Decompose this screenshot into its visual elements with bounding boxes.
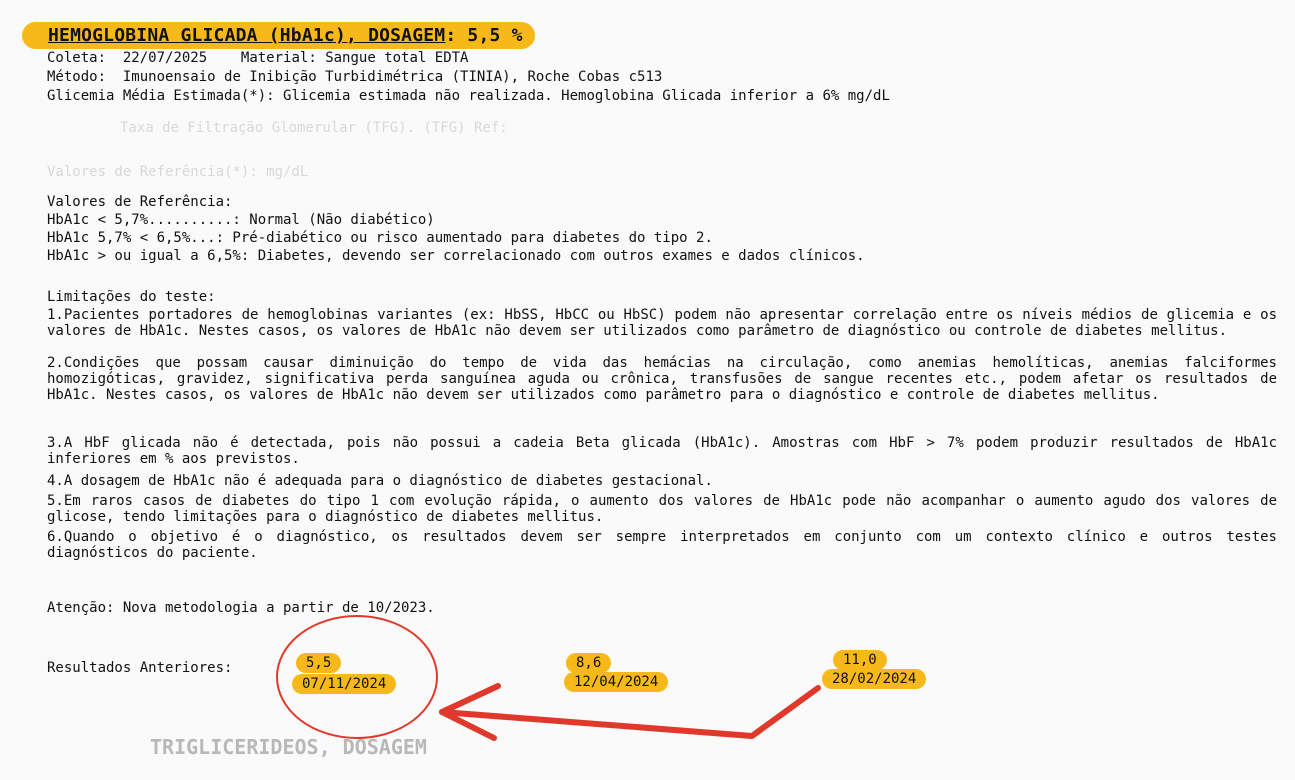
method-line	[47, 69, 662, 85]
previous-result-value: 8,6	[566, 653, 611, 673]
previous-result-date: 12/04/2024	[564, 672, 668, 692]
method-label: Método:	[47, 69, 107, 85]
show-through-heading: TRIGLICERIDEOS, DOSAGEM	[150, 735, 427, 759]
previous-results-label: Resultados Anteriores:	[47, 660, 233, 676]
previous-result-date: 07/11/2024	[292, 674, 396, 694]
material-value: Sangue total EDTA	[325, 50, 469, 66]
reference-heading: Valores de Referência:	[47, 194, 233, 210]
previous-result-date: 28/02/2024	[822, 669, 926, 689]
limitation-item: 6.Quando o objetivo é o diagnóstico, os resultados devem ser sempre interpretados em conjunto com um contexto clínico e outros testes diagnósticos do paciente.	[47, 529, 1277, 561]
reference-line: HbA1c > ou igual a 6,5%: Diabetes, devendo ser correlacionado com outros exames e dados clínicos.	[47, 248, 865, 264]
mean-glucose-label: Glicemia Média Estimada(*):	[47, 88, 275, 104]
annotation-arrow-shaft	[442, 688, 818, 736]
previous-result-value: 11,0	[833, 650, 887, 670]
reference-line: HbA1c < 5,7%..........: Normal (Não diabético)	[47, 212, 435, 228]
limitation-item: 3.A HbF glicada não é detectada, pois não possui a cadeia Beta glicada (HbA1c). Amostras com HbF > 7% podem produzir resultados de HbA1c inferiores em % aos previstos.	[47, 435, 1277, 467]
limitation-item: 5.Em raros casos de diabetes do tipo 1 com evolução rápida, o aumento dos valores de HbA1c pode não acompanhar o aumento agudo dos valores de glicose, tendo limitações para o diagnóstico de diabetes mellitus.	[47, 493, 1277, 525]
show-through-text: Taxa de Filtração Glomerular (TFG). (TFG) Ref:	[120, 120, 508, 136]
limitation-item: 2.Condições que possam causar diminuição do tempo de vida das hemácias na circulação, como anemias hemolíticas, anemias falciformes homozigóticas, gravidez, significativa perda sanguínea aguda ou crônica, transfusões de sangue recentes etc., podem afetar os resultados de HbA1c. Nestes casos, os valores de HbA1c não devem ser utilizados como parâmetro para o diagnóstico e controle de diabetes mellitus.	[47, 355, 1277, 403]
limitation-item: 4.A dosagem de HbA1c não é adequada para o diagnóstico de diabetes gestacional.	[47, 473, 713, 489]
attention-note: Atenção: Nova metodologia a partir de 10/2023.	[47, 600, 435, 616]
material-label: Material:	[240, 50, 317, 66]
collection-line	[47, 50, 468, 66]
annotation-arrow-head	[442, 686, 498, 738]
collection-label: Coleta:	[47, 50, 107, 66]
limitations-heading: Limitações do teste:	[47, 289, 216, 305]
mean-glucose-line	[47, 88, 890, 104]
exam-title	[22, 22, 535, 49]
collection-date: 22/07/2025	[122, 50, 208, 66]
method-value: Imunoensaio de Inibição Turbidimétrica (TINIA), Roche Cobas c513	[122, 69, 663, 85]
reference-line: HbA1c 5,7% < 6,5%...: Pré-diabético ou risco aumentado para diabetes do tipo 2.	[47, 230, 713, 246]
show-through-text: Valores de Referência(*): mg/dL	[47, 164, 309, 180]
exam-result-value: 5,5 %	[467, 25, 523, 46]
exam-title-text: HEMOGLOBINA GLICADA (HbA1c), DOSAGEM	[48, 25, 446, 46]
exam-title-separator: :	[445, 25, 468, 46]
previous-result-value: 5,5	[296, 653, 341, 673]
limitation-item: 1.Pacientes portadores de hemoglobinas variantes (ex: HbSS, HbCC ou HbSC) podem não apresentar correlação entre os níveis médios de glicemia e os valores de HbA1c. Nestes casos, os valores de HbA1c não devem ser utilizados como parâmetro de diagnóstico ou controle de diabetes mellitus.	[47, 307, 1277, 339]
mean-glucose-value: Glicemia estimada não realizada. Hemoglobina Glicada inferior a 6% mg/dL	[283, 88, 890, 104]
